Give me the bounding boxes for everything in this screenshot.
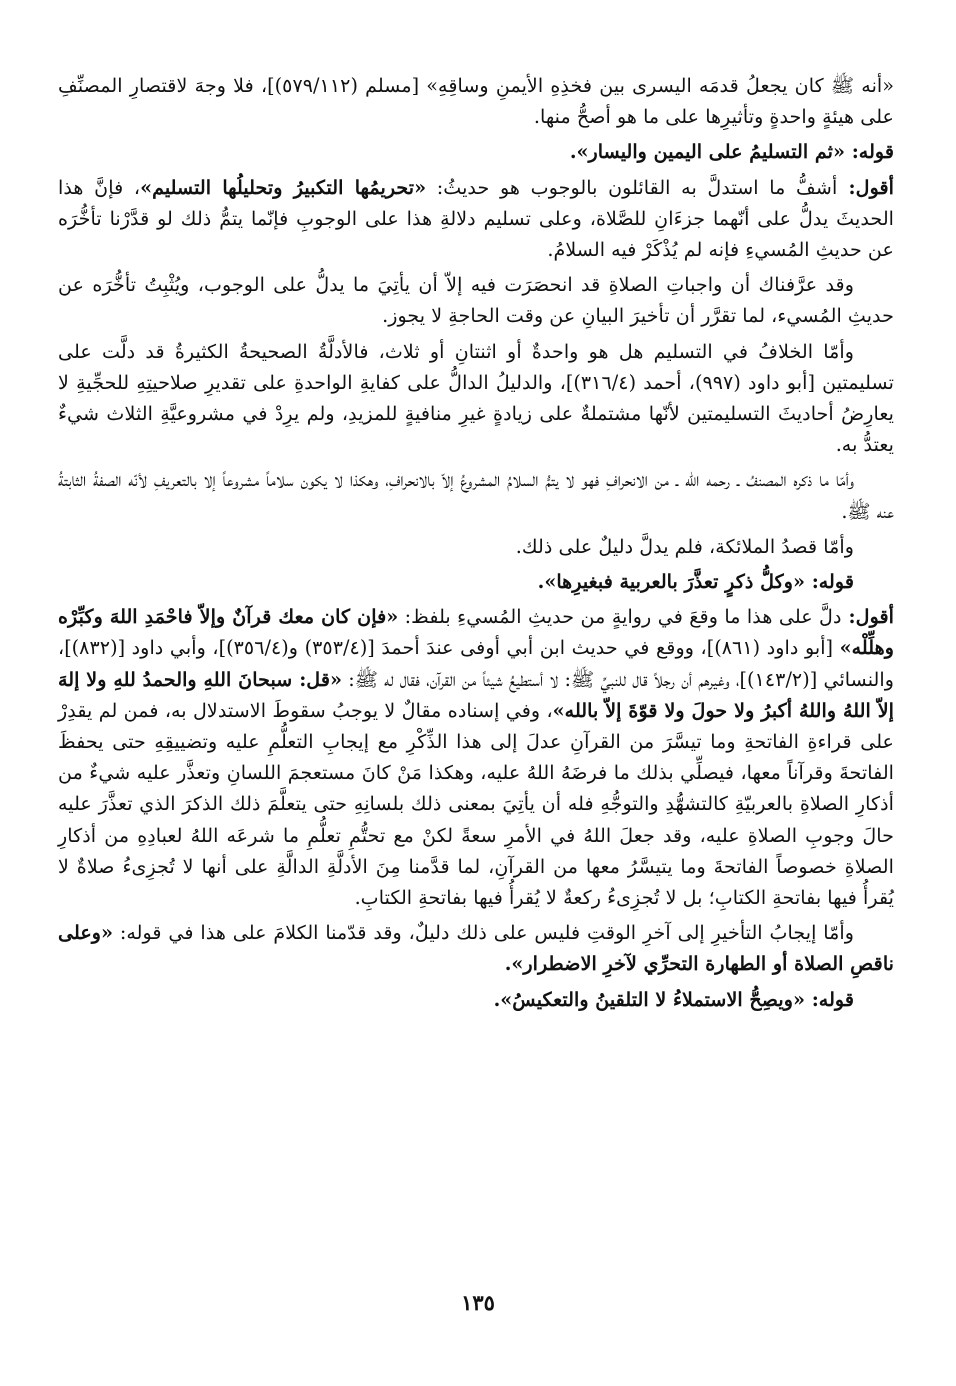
- section-heading: [58, 566, 894, 597]
- page-body: [58, 70, 894, 1015]
- text-run: أشفُّ ما استدلَّ به القائلون بالوجوب هو حديثُ:: [426, 175, 838, 199]
- hadith-quote: «فإن كان معك قرآنٌ وإلاّ فاحْمَدِ اللهَ وكبِّرْه وهلِّلْه»: [58, 605, 894, 660]
- text-run: وأمّا الخلافُ في التسليم هل هو واحدةٌ أو اثنتانِ أو ثلاث، فالأدلَّةُ الصحيحةُ الكثيرةُ قد دلَّت على تسليمتين [أبو داود (٩٩٧)، أحمد (٣١٦/٤)]، والدليلُ الدالُّ على كفايةِ الواحدةِ على تقديرِ صلاحيتِهِ للحجِّيةِ لا يعارِضُ أحاديثَ التسليمتين لأنّها مشتملةٌ على زيادةٍ غيرِ منافيةٍ للمزيدِ، ولم يرِدْ في مشروعيَّةِ الثلاث شيءٌ يعتدُّ به.: [58, 339, 894, 457]
- text-run: ، فإنَّ هذا الحديثَ يدلُّ على أنّهما جزءَانِ للصَّلاة، وعلى تسليم دلالةِ هذا على الوجوبِ فإنّما يتمُّ ذلك لو قدَّرْنا تأخُّرَه عن حديثِ المُسيءِ فإنه لم يُذْكَرْ فيه السلامُ.: [58, 175, 894, 262]
- paragraph: [58, 464, 894, 526]
- text-run: دلَّ على هذا ما وقعَ في روايةٍ من حديثِ المُسيءِ بلفظ:: [398, 605, 842, 629]
- paragraph: [58, 336, 894, 461]
- hadith-quote: «تحريمُها التكبيرُ وتحليلُها التسليم»: [140, 175, 427, 199]
- quoted-text: «وعلى ناقصِ الصلاة أو الطهارة التحرِّي لآخرِ الاضطرار».: [58, 921, 894, 976]
- paragraph: [58, 172, 894, 266]
- text-run: ، وفي إسناده مقالٌ لا يوجبُ سقوطَ الاستدلال به، فمن لم يقدِرْ على قراءةِ الفاتحةِ وما تيسَّرَ من القرآنِ عدلَ إلى هذا الذِّكْرِ مع إيجابِ التعلُّمِ عليه وتضييقِهِ حتى يحفظَ الفاتحةَ وقرآناً معها، فيصلِّي بذلك ما فرضَهُ اللهُ عليه، وهكذا مَنْ كانَ مستعجمَ اللسانِ وتعذَّر عليه شيءٌ من أذكارِ الصلاةِ بالعربيّةِ كالتشهُّدِ والتوجُّهِ فله أن يأتِيَ بمعنى ذلك بلسانِهِ حتى يتعلَّمَ ذلك الذكرَ الذي تعذَّرَ عليه حالَ وجوبِ الصلاةِ عليه، وقد جعلَ اللهُ في الأمرِ سعةً لكنْ مع تحتُّمِ تعلُّمِ ما شرعَه اللهُ لعبادِهِ من أذكارِ الصلاةِ خصوصاً الفاتحةَ وما يتيسَّرُ معها من القرآنِ، لما قدَّمنا مِنَ الأدلَّةِ الدالَّةِ على أنها لا تُجزِىءُ صلاةٌ لا يُقرأُ فيها بفاتحةِ الكتابِ؛ بل لا تُجزِىءُ ركعةٌ لا يُقرأُ فيها بفاتحةِ الكتابِ.: [58, 698, 894, 910]
- aqul-label: أقول:: [841, 605, 894, 629]
- paragraph: [58, 531, 894, 562]
- aqul-label: أقول:: [837, 175, 894, 199]
- paragraph: [58, 269, 894, 331]
- heading-text: قوله: «وكلُّ ذكرٍ تعذَّرَ بالعربية فبغيرِها».: [537, 570, 854, 594]
- heading-text: قوله: «ويصِحُّ الاستملاءُ لا التلقينُ والتعكيسُ».: [493, 987, 854, 1011]
- paragraph: [58, 917, 894, 979]
- text-run: وأمّا إيجابُ التأخيرِ إلى آخرِ الوقتِ فليس على ذلك دليلٌ، وقد قدّمنا الكلامَ على هذا في قوله:: [113, 921, 854, 945]
- paragraph: [58, 70, 894, 132]
- heading-text: قوله: «ثم التسليمُ على اليمين واليسار».: [569, 140, 894, 164]
- text-run: وأمّا قصدُ الملائكة، فلم يدلَّ دليلٌ على ذلك.: [515, 534, 854, 558]
- section-heading: [58, 984, 894, 1015]
- hadith-quote: «قل: سبحانَ اللهِ والحمدُ للهِ ولا إلهَ إلاّ اللهُ واللهُ أكبرُ ولا حولَ ولا قوّةَ إلاّ بالله»: [58, 667, 894, 722]
- text-run: وأمّا ما ذكره المصنفُ ـ رحمه الله ـ من الانحرافِ فهو لا يتمُّ السلامُ المشروعُ إلاّ بالانحرافِ، وهكذا لا يكون سلاماً مشروعاً إلا بالتعريفِ لأنّه الصفةُ الثابتةُ عنه ﷺ.: [58, 468, 894, 523]
- text-run: وقد عرَّفناك أن واجباتِ الصلاةِ قد انحصَرَت فيه إلاّ أن يأتِيَ ما يدلُّ على الوجوب، ويُثْبِتُ تأخُّرَه عن حديثِ المُسيء، لما تقرَّر أن تأخيرَ البيانِ عن وقت الحاجةِ لا يجوز.: [58, 273, 894, 328]
- text-run: [أبو داود (٨٦١)]، ووقع في حديث ابن أبي أوفى عندَ أحمدَ [(٣٥٣/٤) و(٣٥٦/٤)]، وأبي داود [(٨٣٢)]، والنسائي [(١٤٣/٢)]، وغيرهم أن رجلاً قال للنبيِّ ﷺ: لا أستطيعُ شيئاً من القرآن، فقال له ﷺ:: [58, 636, 894, 691]
- section-heading: [58, 136, 894, 167]
- paragraph: [58, 601, 894, 913]
- page-number: ١٣٥: [461, 1290, 495, 1315]
- text-run: «أنه ﷺ كان يجعلُ قدمَه اليسرى بين فخذِهِ الأيمنِ وساقِهِ» [مسلم (٥٧٩/١١٢)]، فلا وجهَ لاقتصارِ المصنِّفِ على هيئةٍ واحدةٍ وتأثيرِها على ما هو أصحُّ منها.: [58, 74, 894, 129]
